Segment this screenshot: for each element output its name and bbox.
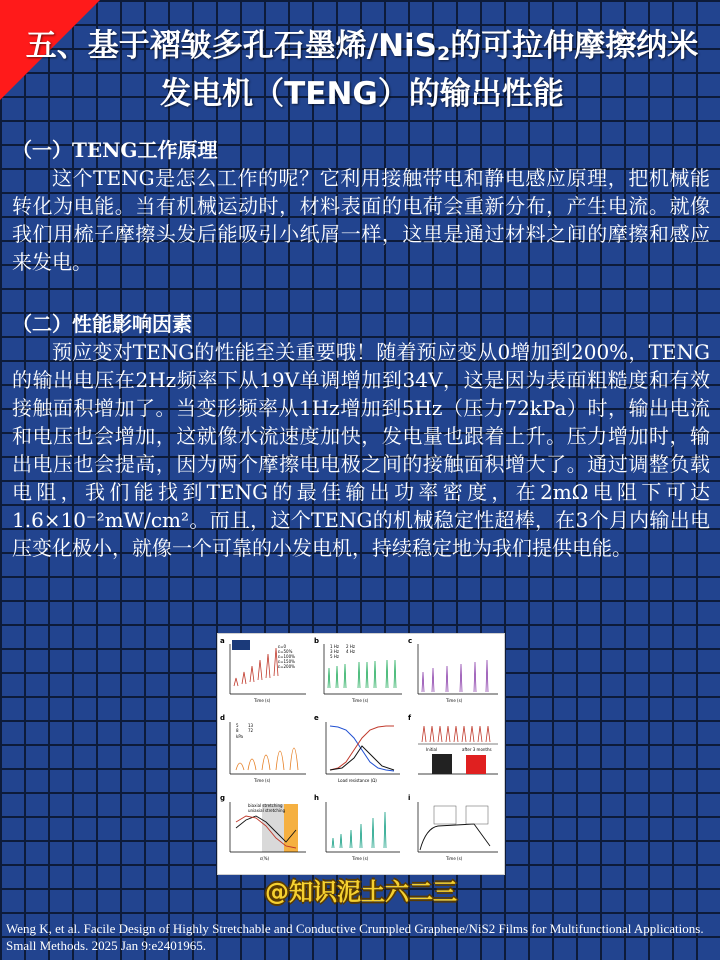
circuit-inset [466,806,488,824]
watermark: @知识泥土六二三 [265,878,457,906]
panel-letter: e [314,714,319,722]
axis-label: Time (s) [352,856,369,861]
title-line1-pre: 五、基于褶皱多孔石墨烯/NiS [25,28,437,64]
axis-label: Time (s) [254,698,271,703]
legend-item: 4 Hz [346,649,355,654]
panel-a [220,637,306,703]
legend-item: 72 [248,728,254,733]
bar-after [466,755,486,774]
axis-label: ε(%) [260,856,270,861]
legend-item: biaxial stretching [248,803,283,808]
legend-item: ε=50% [278,649,293,654]
figure-svg [218,634,504,874]
axis-label: Time (s) [446,698,463,703]
axis-label: Time (s) [254,778,271,783]
panel-i [408,794,498,861]
panel-letter: b [314,637,320,645]
section-factors [12,310,710,562]
title-subscript: 2 [436,43,451,65]
legend-item: 5 [236,723,239,728]
panel-e [314,714,400,783]
section-body: 这个TENG是怎么工作的呢？它利用接触带电和静电感应原理，把机械能转化为电能。当有机械运动时，材料表面的电荷会重新分布，产生电流。就像我们用梳子摩擦头发后能吸引小纸屑一样，这里是通过材料之间的摩擦和感应来发电。 [12,166,710,274]
device-photo [232,640,250,650]
legend-item: 13 [248,723,254,728]
legend-item: ε=150% [278,659,295,664]
panel-letter: c [408,637,413,645]
panel-letter: f [408,714,412,722]
section-principle [12,136,710,276]
legend-item: 2 Hz [346,644,355,649]
panel-f [408,714,498,774]
panel-f-label: after 3 months [462,747,492,752]
legend-item: 8 [236,728,239,733]
legend-unit: kPa [236,734,243,739]
panel-g [220,794,306,861]
panel-b [314,637,402,703]
panel-f-label: Initial [426,747,438,752]
title-line2: 发电机（TENG）的输出性能 [160,76,564,112]
panel-c [408,637,498,703]
citation: Weng K, et al. Facile Design of Highly Stretchable and Conductive Crumpled Graphene/NiS2 Films for Multifunctional Applications. Small Methods. 2025 Jan 9:e2401965. [6,921,704,953]
panel-letter: d [220,714,226,722]
section-heading: （一）TENG工作原理 [12,138,218,162]
axis-label: Time (s) [446,856,463,861]
panel-letter: g [220,794,226,802]
page-title [14,26,710,114]
axis-label: Load resistance (Ω) [338,778,377,783]
legend-item: ε=200% [278,664,295,669]
legend-item: ε=100% [278,654,295,659]
panel-h [314,794,400,861]
panel-letter: a [220,637,225,645]
axis-label: Time (s) [352,698,369,703]
panel-letter: h [314,794,319,802]
legend-item: 1 Hz [330,644,339,649]
legend-item: 3 Hz [330,649,339,654]
panel-letter: i [408,794,411,802]
title-line1-post: 的可拉伸摩擦纳米 [450,28,699,64]
panel-d [220,714,306,783]
legend-item: uniaxial stretching [248,808,286,813]
section-heading: （二）性能影响因素 [12,312,192,336]
legend-item: 5 Hz [330,654,339,659]
bar-initial [432,754,452,774]
circuit-inset [434,806,456,824]
figure-panels [217,633,505,875]
section-body: 预应变对TENG的性能至关重要哦！随着预应变从0增加到200%，TENG的输出电压在2Hz频率下从19V单调增加到34V，这是因为表面粗糙度和有效接触面积增加了。当变形频率从1Hz增加到5Hz（压力72kPa）时，输出电流和电压也会增加，这就像水流速度加快，发电量也跟着上升。压力增加时，输出电压也会提高，因为两个摩擦电电极之间的接触面积增大了。通过调整负载电阻，我们能找到TENG的最佳输出功率密度，在2mΩ电阻下可达1.6×10⁻²mW/cm²。而且，这个TENG的机械稳定性超棒，在3个月内输出电压变化极小，就像一个可靠的小发电机，持续稳定地为我们提供电能。 [12,340,710,560]
legend-item: ε=0 [278,644,287,649]
